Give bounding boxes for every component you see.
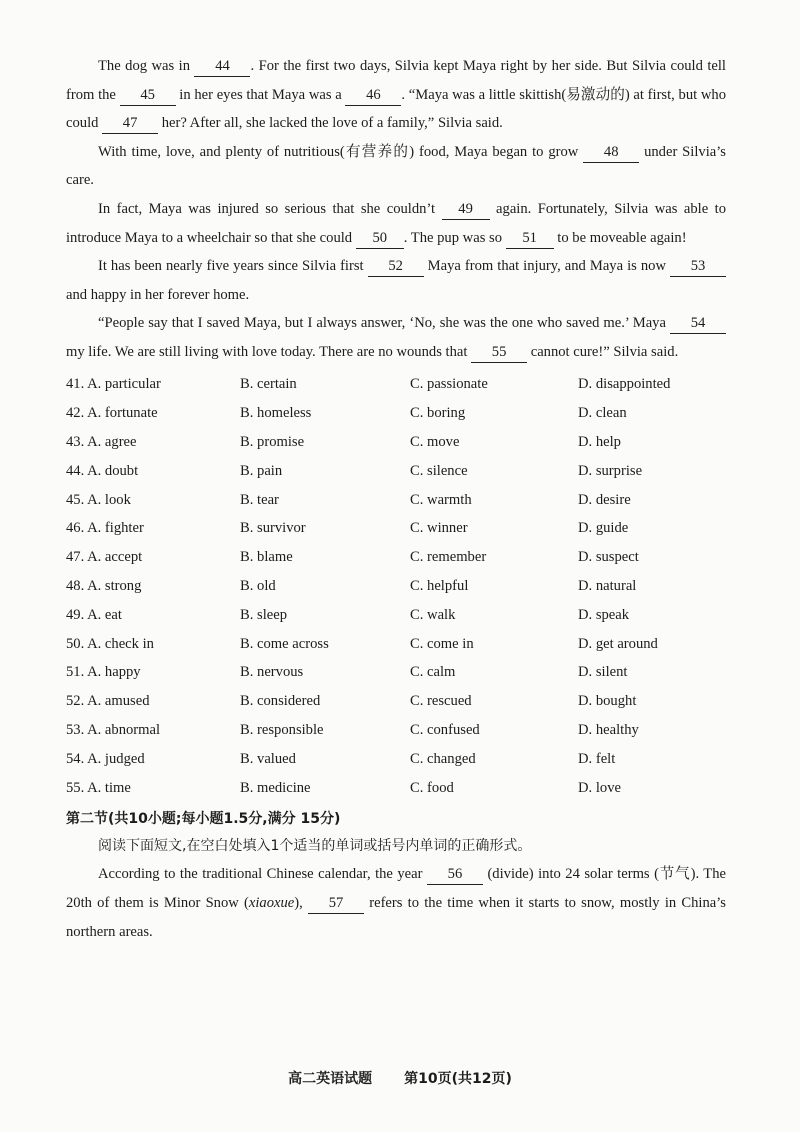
option-c: C. rescued: [410, 693, 472, 710]
option-c: C. confused: [410, 721, 480, 738]
option-a: 53. A. abnormal: [66, 721, 161, 738]
text: refers to the time when it starts to snow, mostly in China’s northern areas.: [66, 895, 726, 940]
option-d: D. guide: [578, 520, 629, 537]
section-instruction: 阅读下面短文,在空白处填入1个适当的单词或括号内单词的正确形式。: [98, 838, 532, 855]
option-a: 47. A. accept: [66, 549, 143, 566]
option-d: D. love: [578, 779, 621, 796]
text: in her eyes that Maya was a: [175, 86, 346, 103]
option-b: B. homeless: [240, 405, 312, 422]
option-row-41: [66, 371, 726, 400]
option-c: C. remember: [410, 549, 487, 566]
option-c: C. changed: [410, 750, 476, 767]
italic-term: xiaoxue: [248, 895, 295, 912]
text: . “Maya was a little skittish(易激动的) at first, but who could: [66, 86, 727, 132]
text: With time, love, and plenty of nutritious(有营养的) food, Maya began to grow: [98, 143, 584, 160]
option-b: B. tear: [240, 491, 279, 508]
blank-52: 52: [368, 257, 424, 277]
option-a: 55. A. time: [66, 779, 131, 796]
blank-57: 57: [308, 894, 364, 914]
option-row-44: [66, 457, 726, 486]
option-c: C. come in: [410, 635, 474, 652]
option-b: B. pain: [240, 462, 283, 479]
option-row-42: [66, 399, 726, 428]
option-b: B. nervous: [240, 664, 304, 681]
text: The dog was in: [98, 58, 195, 74]
blank-48: 48: [583, 143, 639, 163]
option-d: D. disappointed: [578, 376, 671, 393]
option-a: 49. A. eat: [66, 606, 122, 623]
option-a: 45. A. look: [66, 491, 131, 508]
text: under Silvia’s care.: [66, 143, 726, 189]
option-d: D. desire: [578, 491, 631, 508]
option-row-51: [66, 659, 726, 688]
option-row-50: [66, 630, 726, 659]
text: her? After all, she lacked the love of a family,” Silvia said.: [158, 115, 503, 132]
text: Maya from that injury, and Maya is now: [423, 258, 671, 275]
text: . The pup was so: [403, 229, 506, 246]
passage-paragraph-4: [66, 252, 726, 309]
option-b: B. considered: [240, 693, 321, 710]
section-heading: 第二节(共10小题;每小题1.5分,满分 15分): [66, 811, 341, 828]
option-row-45: [66, 486, 726, 515]
passage-paragraph-5: [66, 309, 726, 366]
text: It has been nearly five years since Silvia first: [98, 258, 368, 275]
option-a: 41. A. particular: [66, 376, 161, 393]
page-footer: [0, 1068, 800, 1088]
text: According to the traditional Chinese calendar, the year: [98, 866, 427, 883]
option-b: B. valued: [240, 750, 296, 767]
option-row-52: [66, 687, 726, 716]
option-b: B. certain: [240, 376, 297, 393]
option-c: C. walk: [410, 606, 456, 623]
passage-paragraph-3: [66, 195, 726, 252]
option-c: C. silence: [410, 462, 468, 479]
passage-paragraph-2: [66, 138, 726, 195]
option-d: D. clean: [578, 405, 627, 422]
blank-47: 47: [102, 114, 158, 134]
option-a: 52. A. amused: [66, 693, 150, 710]
option-d: D. get around: [578, 635, 658, 652]
option-d: D. healthy: [578, 721, 639, 738]
option-a: 54. A. judged: [66, 750, 145, 767]
option-d: D. bought: [578, 693, 637, 710]
answer-options: [66, 371, 726, 803]
option-d: D. natural: [578, 578, 637, 594]
option-a: 43. A. agree: [66, 434, 137, 451]
option-row-53: [66, 716, 726, 745]
option-b: B. come across: [240, 635, 329, 652]
text: cannot cure!” Silvia said.: [527, 343, 679, 360]
text: “People say that I saved Maya, but I always answer, ‘No, she was the one who saved me.’ Maya: [98, 315, 670, 332]
option-b: B. old: [240, 578, 276, 594]
blank-51: 51: [506, 229, 554, 249]
option-c: C. boring: [410, 405, 466, 422]
footer-subject: 高二英语试题: [288, 1071, 373, 1087]
blank-50: 50: [356, 229, 404, 249]
option-row-54: [66, 745, 726, 774]
blank-54: 54: [670, 314, 726, 334]
option-a: 44. A. doubt: [66, 462, 139, 479]
text: ),: [294, 895, 309, 912]
text: . For the first two days, Silvia kept Maya right by her side. But Silvia could tell from the: [66, 58, 726, 103]
option-d: D. suspect: [578, 549, 639, 566]
text: In fact, Maya was injured so serious that she couldn’t: [98, 200, 442, 217]
option-row-43: [66, 428, 726, 457]
option-d: D. surprise: [578, 462, 643, 479]
option-c: C. calm: [410, 664, 456, 681]
blank-44: 44: [194, 57, 250, 77]
text: to be moveable again!: [553, 229, 687, 246]
passage2-paragraph-1: [66, 860, 726, 946]
option-a: 51. A. happy: [66, 664, 141, 681]
option-d: D. felt: [578, 750, 616, 767]
option-b: B. blame: [240, 549, 293, 566]
option-a: 48. A. strong: [66, 578, 142, 594]
option-c: C. passionate: [410, 376, 488, 393]
blank-56: 56: [427, 865, 483, 885]
option-b: B. survivor: [240, 520, 306, 537]
option-d: D. silent: [578, 664, 628, 681]
option-row-47: [66, 543, 726, 572]
option-a: 46. A. fighter: [66, 520, 144, 537]
text: my life. We are still living with love today. There are no wounds that: [66, 343, 472, 360]
option-d: D. help: [578, 434, 621, 451]
footer-page-number: 第10页(共12页): [404, 1071, 512, 1087]
exam-page: [66, 52, 726, 946]
option-row-48: [66, 572, 726, 601]
option-b: B. medicine: [240, 779, 311, 796]
option-c: C. move: [410, 434, 460, 451]
blank-46: 46: [345, 86, 401, 106]
blank-45: 45: [120, 86, 176, 106]
text: (divide) into 24 solar terms (节气). The 20th of them is Minor Snow (: [66, 866, 726, 912]
option-row-46: [66, 515, 726, 544]
passage-paragraph-1: [66, 52, 726, 138]
option-b: B. responsible: [240, 721, 324, 738]
option-b: B. sleep: [240, 606, 288, 623]
option-d: D. speak: [578, 606, 630, 623]
option-b: B. promise: [240, 434, 305, 451]
option-c: C. winner: [410, 520, 468, 537]
option-c: C. helpful: [410, 578, 469, 594]
option-c: C. food: [410, 779, 454, 796]
blank-55: 55: [471, 343, 527, 363]
option-row-55: [66, 774, 726, 803]
option-c: C. warmth: [410, 491, 472, 508]
option-row-49: [66, 601, 726, 630]
text: again. Fortunately, Silvia was able to introduce Maya to a wheelchair so that she could: [66, 200, 726, 246]
option-a: 50. A. check in: [66, 635, 154, 652]
option-a: 42. A. fortunate: [66, 405, 158, 422]
text: and happy in her forever home.: [66, 286, 250, 303]
blank-53: 53: [670, 257, 726, 277]
blank-49: 49: [442, 200, 490, 220]
